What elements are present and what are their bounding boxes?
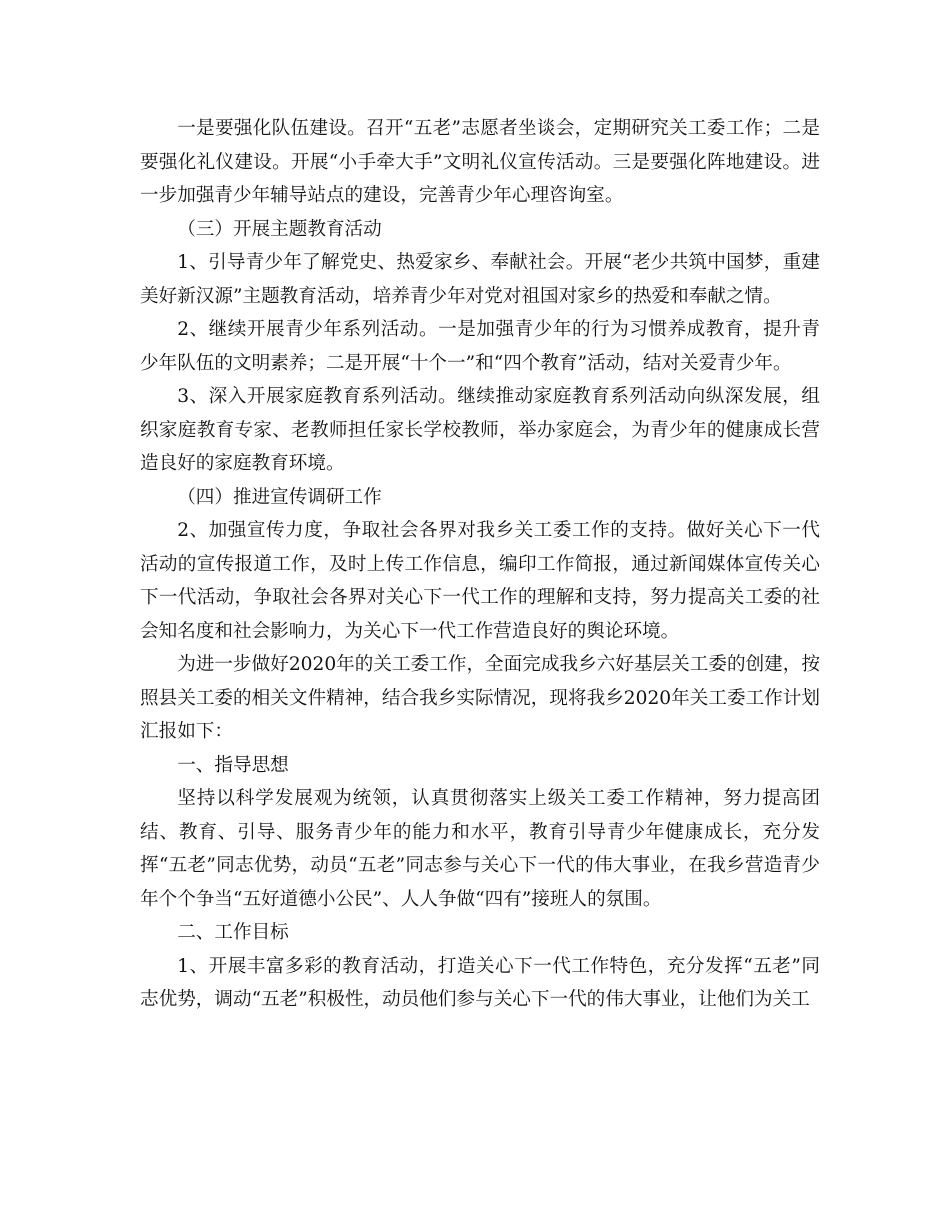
paragraph-publicity: 2、加强宣传力度，争取社会各界对我乡关工委工作的支持。做好关心下一代活动的宣传报道工作，及时上传工作信息，编印工作简报，通过新闻媒体宣传关心下一代活动，争取社会各界对关心下一代工作的理解和支持，努力提高关工委的社会知名度和社会影响力，为关心下一代工作营造良好的舆论环境。 — [140, 520, 820, 642]
document-body — [140, 112, 820, 1017]
section-heading-publicity-research: （四）推进宣传调研工作 — [177, 486, 382, 508]
section-heading-work-goals: 二、工作目标 — [177, 922, 289, 943]
paragraph-youth-activities: 2、继续开展青少年系列活动。一是加强青少年的行为习惯养成教育，提升青少年队伍的文明素养；二是开展“十个一”和“四个教育”活动，结对关爱青少年。 — [140, 319, 820, 374]
paragraph-team-etiquette-base: 一是要强化队伍建设。召开“五老”志愿者坐谈会，定期研究关工委工作；二是要强化礼仪建设。开展“小手牵大手”文明礼仪宣传活动。三是要强化阵地建设。进一步加强青少年辅导站点的建设，完善青少年心理咨询室。 — [140, 118, 820, 206]
paragraph-guiding-ideology: 坚持以科学发展观为统领，认真贯彻落实上级关工委工作精神，努力提高团结、教育、引导、服务青少年的能力和水平，教育引导青少年健康成长，充分发挥“五老”同志优势，动员“五老”同志参与关心下一代的伟大事业，在我乡营造青少年个个争当“五好道德小公民”、人人争做“四有”接班人的氛围。 — [140, 788, 820, 910]
paragraph-party-history: 1、引导青少年了解党史、热爱家乡、奉献社会。开展“老少共筑中国梦，重建美好新汉源”主题教育活动，培养青少年对党对祖国对家乡的热爱和奉献之情。 — [140, 252, 820, 307]
section-heading-theme-education: （三）开展主题教育活动 — [177, 218, 382, 240]
section-heading-guiding-ideology: 一、指导思想 — [177, 754, 289, 776]
paragraph-plan-intro: 为进一步做好2020年的关工委工作，全面完成我乡六好基层关工委的创建，按照县关工委的相关文件精神，结合我乡实际情况，现将我乡2020年关工委工作计划汇报如下： — [140, 654, 820, 742]
paragraph-family-education: 3、深入开展家庭教育系列活动。继续推动家庭教育系列活动向纵深发展，组织家庭教育专家、老教师担任家长学校教师，举办家庭会，为青少年的健康成长营造良好的家庭教育环境。 — [140, 386, 820, 474]
paragraph-work-goal-1: 1、开展丰富多彩的教育活动，打造关心下一代工作特色，充分发挥“五老”同志优势，调动“五老”积极性，动员他们参与关心下一代的伟大事业，让他们为关工 — [140, 955, 820, 1010]
